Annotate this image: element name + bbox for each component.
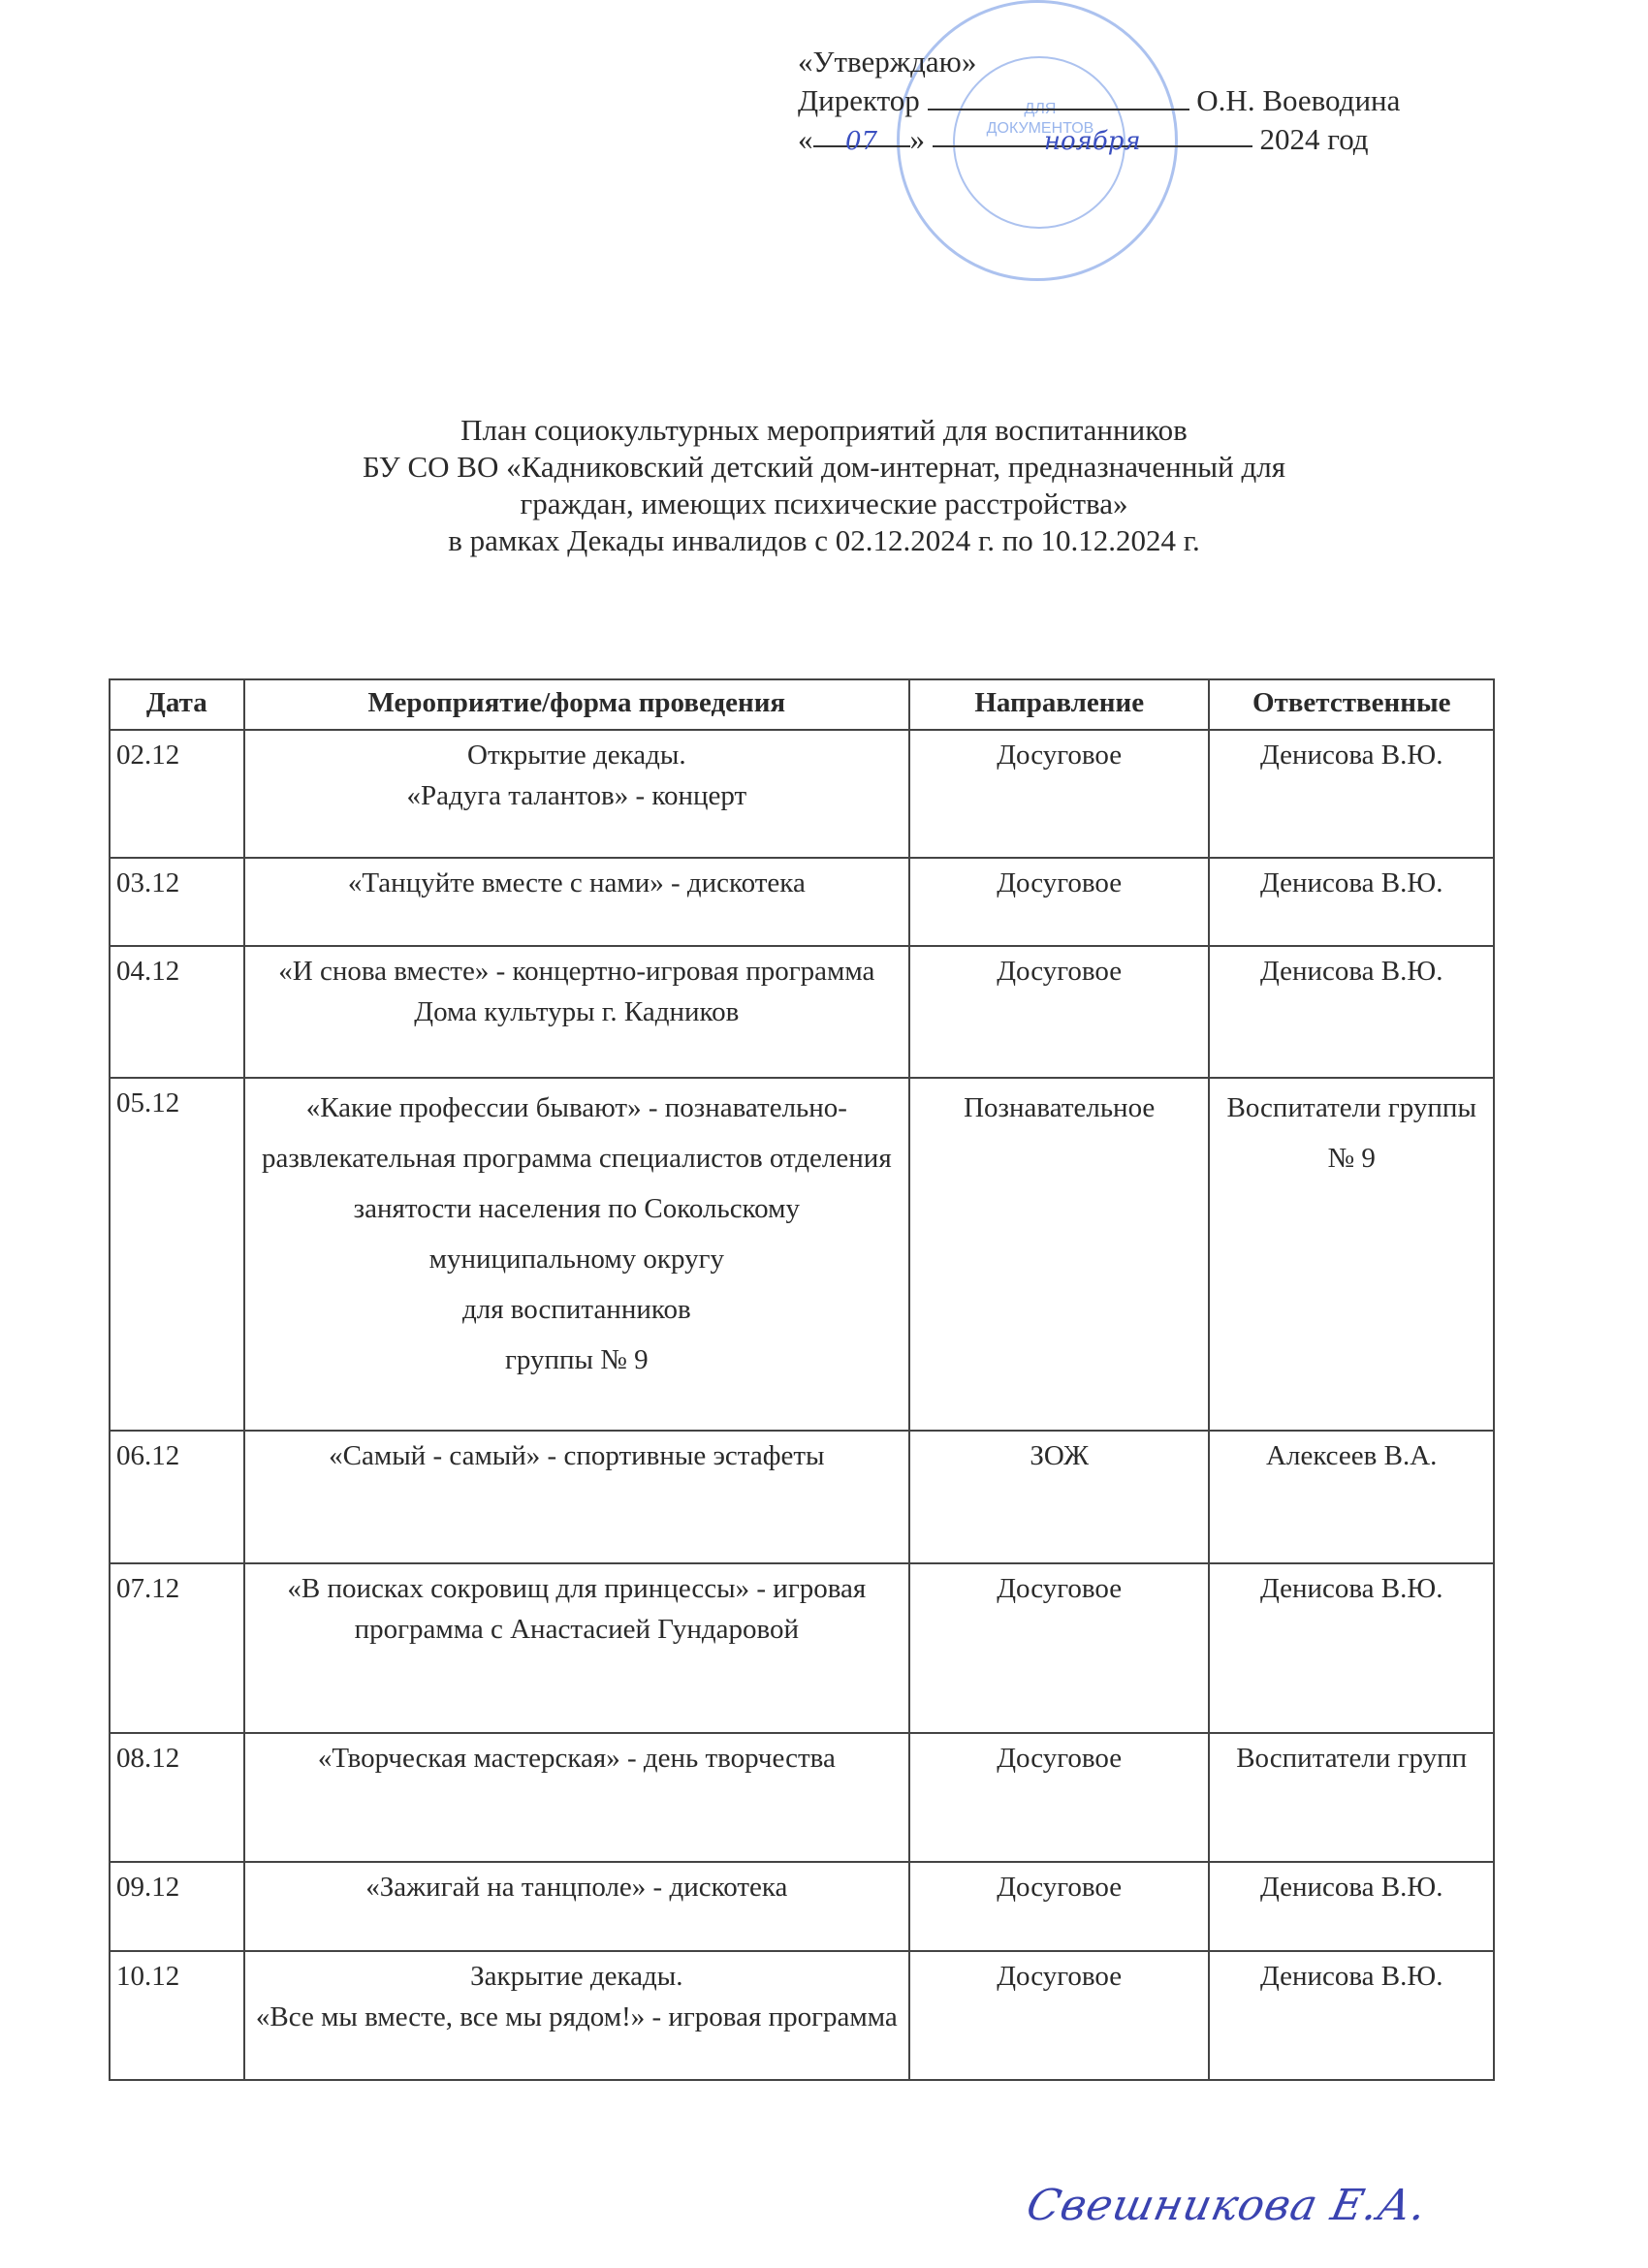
cell-responsible: Денисова В.Ю. [1209, 1951, 1494, 2080]
cell-event: Открытие декады. «Радуга талантов» - концерт [244, 730, 909, 858]
cell-responsible: Денисова В.Ю. [1209, 1862, 1494, 1951]
approval-year: 2024 год [1259, 122, 1369, 156]
stamp-text: ДЛЯ ДОКУМЕНТОВ [986, 101, 1094, 137]
table-row [110, 1951, 1494, 2080]
title-line: БУ СО ВО «Кадниковский детский дом-интернат, предназначенный для [363, 450, 1285, 484]
table-row [110, 946, 1494, 1078]
cell-direction: Познавательное [909, 1078, 1209, 1431]
cell-direction: Досуговое [909, 730, 1209, 858]
cell-date: 09.12 [110, 1862, 244, 1951]
header-date: Дата [110, 679, 244, 730]
cell-event: Закрытие декады. «Все мы вместе, все мы рядом!» - игровая программа [244, 1951, 909, 2080]
cell-direction: Досуговое [909, 858, 1209, 946]
approval-block [798, 43, 1400, 159]
cell-event: «В поисках сокровищ для принцессы» - игровая программа с Анастасией Гундаровой [244, 1563, 909, 1733]
table-row [110, 858, 1494, 946]
cell-event: «Творческая мастерская» - день творчества [244, 1733, 909, 1862]
cell-direction: Досуговое [909, 946, 1209, 1078]
cell-event: «Какие профессии бывают» - познавательно-развлекательная программа специалистов отделения занятости населения по Сокольскому муниципальному округу для воспитанников группы № 9 [244, 1078, 909, 1431]
cell-date: 05.12 [110, 1078, 244, 1431]
approval-heading: «Утверждаю» [798, 45, 977, 79]
cell-date: 04.12 [110, 946, 244, 1078]
cell-direction: ЗОЖ [909, 1431, 1209, 1563]
events-table [109, 678, 1495, 2081]
approval-date-line: « 07 » ноября 2024 год [798, 122, 1369, 156]
cell-date: 08.12 [110, 1733, 244, 1862]
document-title [0, 412, 1648, 559]
cell-direction: Досуговое [909, 1862, 1209, 1951]
cell-date: 02.12 [110, 730, 244, 858]
title-line: в рамках Декады инвалидов с 02.12.2024 г. по 10.12.2024 г. [448, 523, 1200, 557]
table-row [110, 1431, 1494, 1563]
cell-event: «Зажигай на танцполе» - дискотека [244, 1862, 909, 1951]
table-row [110, 1862, 1494, 1951]
cell-date: 06.12 [110, 1431, 244, 1563]
cell-direction: Досуговое [909, 1951, 1209, 2080]
cell-event: «Самый - самый» - спортивные эстафеты [244, 1431, 909, 1563]
cell-responsible: Денисова В.Ю. [1209, 1563, 1494, 1733]
cell-date: 07.12 [110, 1563, 244, 1733]
table-row [110, 1733, 1494, 1862]
cell-direction: Досуговое [909, 1733, 1209, 1862]
cell-responsible: Денисова В.Ю. [1209, 946, 1494, 1078]
cell-responsible: Воспитатели групп [1209, 1733, 1494, 1862]
cell-responsible: Денисова В.Ю. [1209, 730, 1494, 858]
table-row [110, 1563, 1494, 1733]
table-row [110, 730, 1494, 858]
cell-date: 10.12 [110, 1951, 244, 2080]
month-handwritten: ноября [1043, 127, 1141, 156]
header-direction: Направление [909, 679, 1209, 730]
day-handwritten: 07 [844, 127, 878, 156]
cell-event: «Танцуйте вместе с нами» - дискотека [244, 858, 909, 946]
table-header-row [110, 679, 1494, 730]
title-line: План социокультурных мероприятий для воспитанников [460, 413, 1188, 447]
cell-responsible: Денисова В.Ю. [1209, 858, 1494, 946]
handwritten-signature: Свешникова Е.А. [1022, 2181, 1432, 2230]
header-event: Мероприятие/форма проведения [244, 679, 909, 730]
title-line: граждан, имеющих психические расстройства» [520, 487, 1128, 520]
director-name: О.Н. Воеводина [1196, 83, 1401, 117]
cell-direction: Досуговое [909, 1563, 1209, 1733]
header-responsible: Ответственные [1209, 679, 1494, 730]
approval-director-line [798, 81, 1400, 120]
director-position: Директор [798, 83, 920, 117]
table-row [110, 1078, 1494, 1431]
cell-date: 03.12 [110, 858, 244, 946]
signature-blank [928, 83, 1189, 110]
cell-event: «И снова вместе» - концертно-игровая программа Дома культуры г. Кадников [244, 946, 909, 1078]
day-blank [813, 120, 910, 156]
cell-responsible: Воспитатели группы № 9 [1209, 1078, 1494, 1431]
cell-responsible: Алексеев В.А. [1209, 1431, 1494, 1563]
